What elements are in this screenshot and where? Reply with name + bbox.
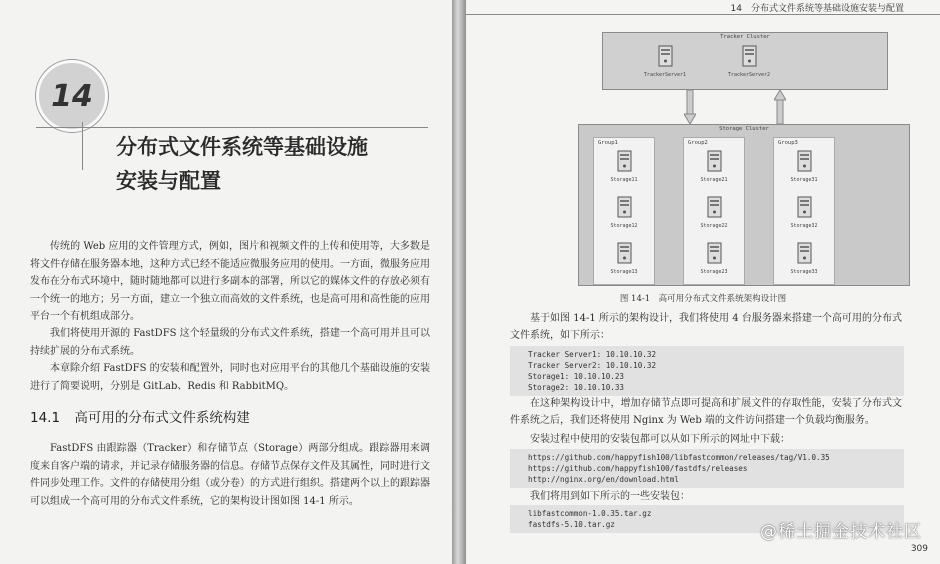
storage-cluster-box	[578, 124, 910, 286]
intro-paragraph-1: 传统的 Web 应用的文件管理方式，例如，图片和视频文件的上传和使用等，大多数是将文件存储在服务器本地，这种方式已经不能适应微服务应用的使用。一方面，微服务应用发布在分布式环境中，随时随地都可以进行多副本的部署，所以它的媒体文件的存放必须有一个统一的地方；另一方面，建立一个独立而高效的文件系统，也是高可用和高性能的应用平台一个有机组成部分。	[30, 241, 430, 322]
storage-cluster-label: Storage Cluster	[719, 126, 769, 132]
storage-server-11	[594, 150, 654, 183]
group-2	[683, 137, 745, 285]
code-line: Tracker Server1: 10.10.10.32	[528, 350, 657, 359]
watermark: @稀土掘金技术社区	[760, 522, 922, 542]
section-heading	[30, 406, 250, 426]
server-icon	[797, 242, 812, 264]
server-icon	[707, 150, 722, 172]
server-icon	[617, 242, 632, 264]
code-block-servers	[510, 346, 904, 396]
architecture-diagram	[578, 32, 908, 286]
code-line: https://github.com/happyfish100/fastdfs/releases	[528, 464, 748, 473]
intro-paragraph-3: 本章除介绍 FastDFS 的安装和配置外，同时也对应用平台的其他几个基础设施的安装进行了简要说明，分别是 GitLab、Redis 和 RabbitMQ。	[30, 363, 430, 392]
storage-server-13	[594, 242, 654, 275]
arrow-down-icon	[684, 90, 696, 124]
chapter-divider	[36, 127, 428, 128]
storage-server-label: Storage22	[700, 223, 728, 229]
body-paragraph-1: 基于如图 14-1 所示的架构设计，我们将使用 4 台服务器来搭建一个高可用的分布式文件系统，如下所示：	[510, 313, 902, 341]
chapter-title-line1: 分布式文件系统等基础设施	[116, 134, 368, 159]
storage-server-21	[684, 150, 744, 183]
tracker-server-2	[719, 45, 779, 78]
right-page	[466, 0, 940, 564]
tracker-cluster-box	[602, 32, 888, 90]
code-block-urls	[510, 449, 904, 488]
storage-server-22	[684, 196, 744, 229]
storage-server-23	[684, 242, 744, 275]
section-title: 高可用的分布式文件系统构建	[74, 410, 250, 426]
group-3-label: Group3	[778, 140, 798, 146]
arrow-up-icon	[774, 90, 786, 124]
server-icon	[707, 196, 722, 218]
chapter-number-badge: 14	[36, 60, 108, 132]
running-head-text: 14 分布式文件系统等基础设施安装与配置	[730, 4, 904, 14]
storage-server-12	[594, 196, 654, 229]
body-paragraph-2: 在这种架构设计中，增加存储节点即可提高和扩展文件的存取性能，安装了分布式文件系统之后，我们还将使用 Nginx 为 Web 端的文件访问搭建一个负载均衡服务。	[510, 398, 902, 426]
left-page	[0, 0, 452, 564]
server-icon	[617, 150, 632, 172]
code-line: http://nginx.org/en/download.html	[528, 475, 679, 484]
storage-server-label: Storage11	[610, 177, 638, 183]
tracker-server-2-label: TrackerServer2	[727, 72, 771, 78]
server-icon	[707, 242, 722, 264]
code-line: Tracker Server2: 10.10.10.32	[528, 361, 657, 370]
storage-server-33	[774, 242, 834, 275]
storage-server-label: Storage23	[700, 269, 728, 275]
body-paragraph-3: 安装过程中使用的安装包都可以从如下所示的网址中下载：	[530, 434, 790, 445]
section-paragraph: FastDFS 由跟踪器（Tracker）和存储节点（Storage）两部分组成。跟踪器用来调度来自客户端的请求，并记录存储服务器的信息。存储节点保存文件及其属性，同时进行文件同步处理工作。文件的存储使用分组（或分卷）的方式进行组织。搭建两个以上的跟踪器可以组成一个高可用的分布式文件系统，它的架构设计图如图 14-1 所示。	[30, 443, 430, 507]
storage-server-label: Storage13	[610, 269, 638, 275]
code-line: Storage2: 10.10.10.33	[528, 383, 625, 392]
storage-server-label: Storage21	[700, 177, 728, 183]
code-line: Storage1: 10.10.10.23	[528, 372, 625, 381]
chapter-title-line2: 安装与配置	[116, 168, 221, 193]
storage-server-label: Storage12	[610, 223, 638, 229]
storage-server-label: Storage31	[790, 177, 818, 183]
running-head	[466, 0, 940, 15]
server-icon	[658, 45, 673, 67]
storage-server-label: Storage32	[790, 223, 818, 229]
intro-paragraph-2: 我们将使用开源的 FastDFS 这个轻量级的分布式文件系统，搭建一个高可用并且可以持续扩展的分布式系统。	[30, 328, 430, 357]
page-number: 309	[910, 544, 928, 554]
server-icon	[797, 196, 812, 218]
tracker-server-1	[635, 45, 695, 78]
chapter-title	[116, 130, 436, 198]
server-icon	[617, 196, 632, 218]
tracker-server-1-label: TrackerServer1	[643, 72, 687, 78]
storage-server-label: Storage33	[790, 269, 818, 275]
code-line: fastdfs-5.10.tar.gz	[528, 520, 615, 529]
group-3	[773, 137, 835, 285]
figure-caption: 图 14-1 高可用分布式文件系统架构设计图	[619, 294, 787, 304]
group-2-label: Group2	[688, 140, 708, 146]
section-number: 14.1	[30, 410, 61, 426]
storage-server-32	[774, 196, 834, 229]
group-1-label: Group1	[598, 140, 618, 146]
server-icon	[742, 45, 757, 67]
code-line: https://github.com/happyfish100/libfastcommon/releases/tag/V1.0.35	[528, 453, 830, 462]
code-line: libfastcommon-1.0.35.tar.gz	[528, 509, 652, 518]
storage-server-31	[774, 150, 834, 183]
server-icon	[797, 150, 812, 172]
group-1	[593, 137, 655, 285]
tracker-cluster-label: Tracker Cluster	[720, 34, 770, 40]
body-paragraph-4: 我们将用到如下所示的一些安装包：	[530, 491, 690, 502]
chapter-vertical-rule	[82, 122, 83, 170]
book-gutter	[452, 0, 466, 564]
